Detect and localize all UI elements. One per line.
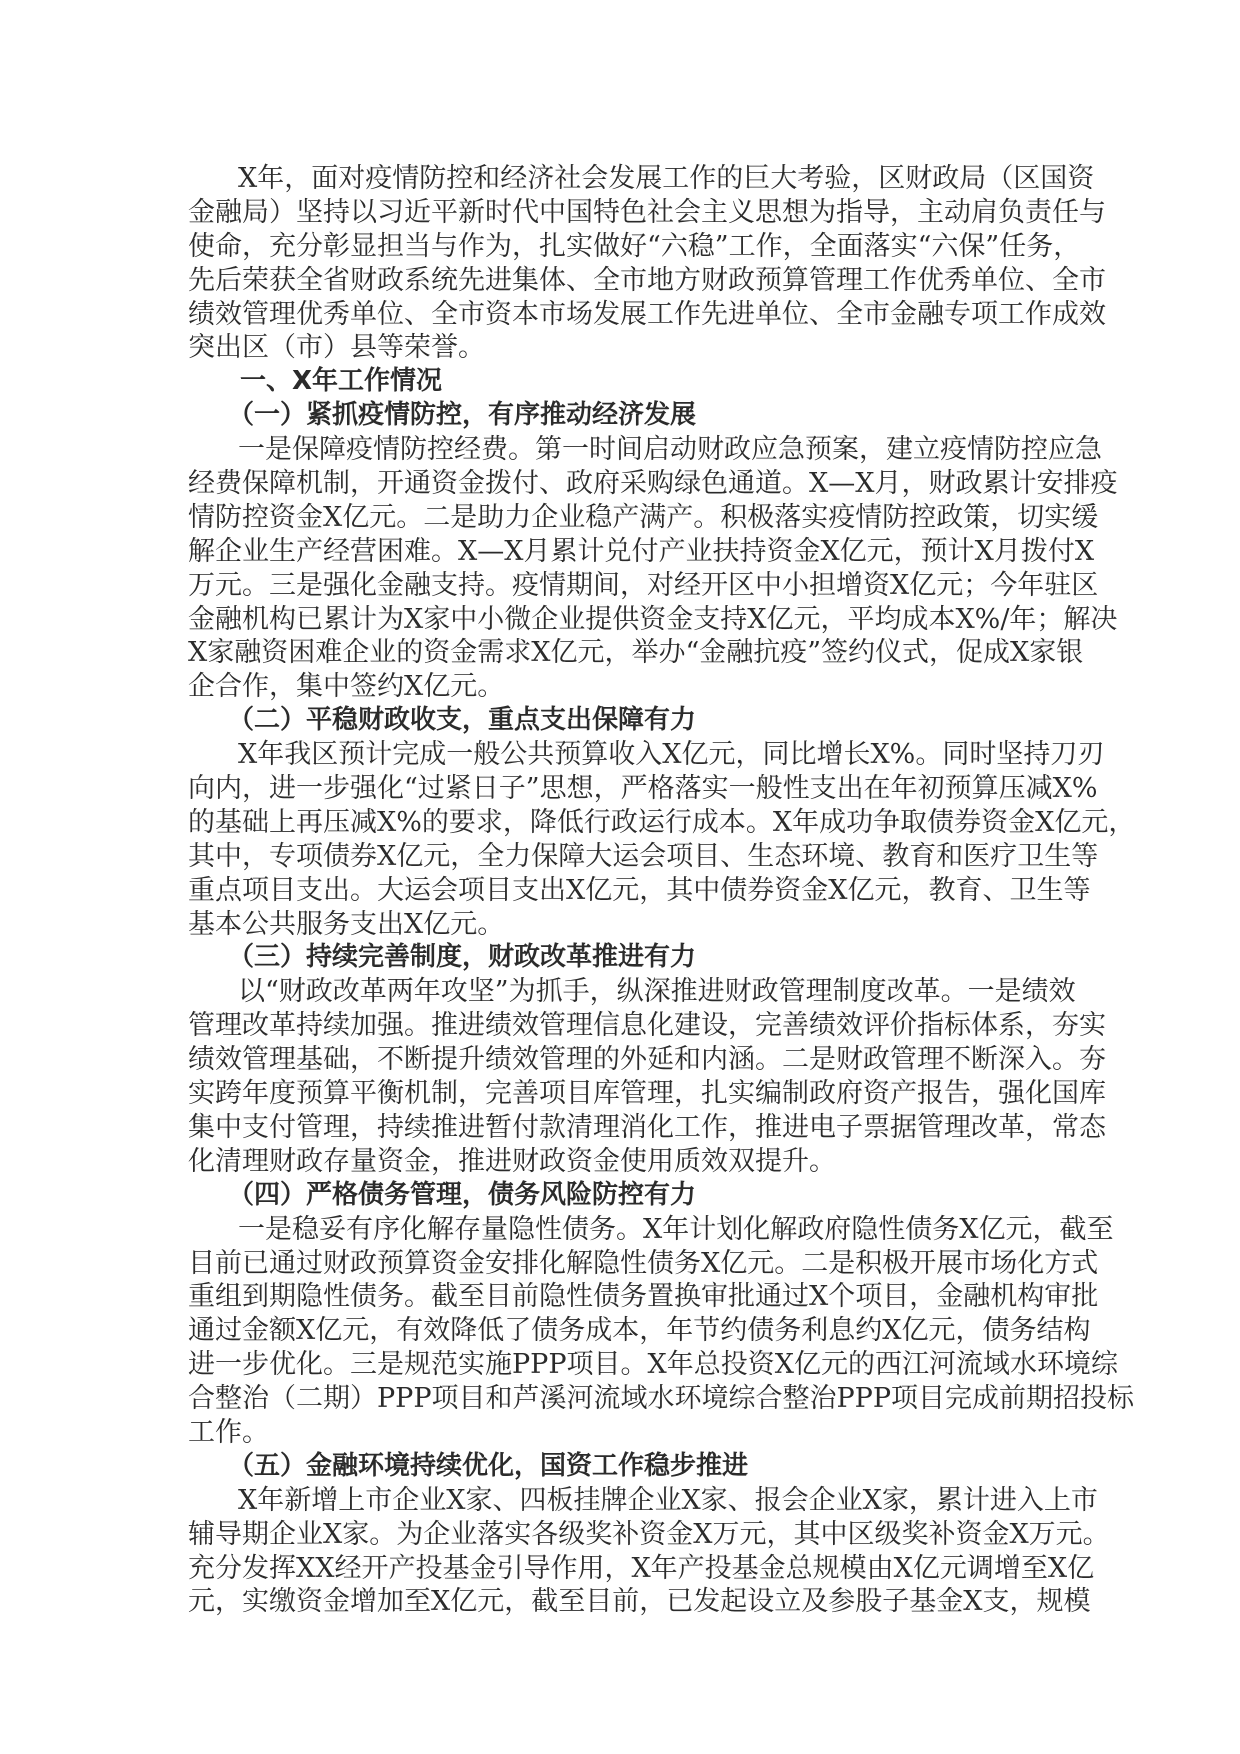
text-line: 一是保障疫情防控经费。第一时间启动财政应急预案，建立疫情防控应急 <box>238 434 1102 466</box>
paragraph <box>188 433 1118 704</box>
text-line: 工作。 <box>188 1416 269 1448</box>
text-line: 先后荣获全省财政系统先进集体、全市地方财政预算管理工作优秀单位、全市 <box>188 264 1106 296</box>
text-line: X年新增上市企业X家、四板挂牌企业X家、报会企业X家，累计进入上市 <box>238 1484 1098 1516</box>
paragraph <box>188 975 1106 1178</box>
paragraph <box>188 738 1136 941</box>
heading-text: （一）紧抓疫情防控，有序推动经济发展 <box>228 400 697 431</box>
text-line: 绩效管理优秀单位、全市资本市场发展工作先进单位、全市金融专项工作成效 <box>188 298 1106 330</box>
section-heading <box>188 365 1051 399</box>
text-line: 进一步优化。三是规范实施PPP项目。X年总投资X亿元的西江河流域水环境综 <box>188 1349 1118 1381</box>
subsection-heading <box>188 399 1051 433</box>
subsection-heading <box>188 1450 1051 1484</box>
text-line: 一是稳妥有序化解存量隐性债务。X年计划化解政府隐性债务X亿元，截至 <box>238 1213 1114 1245</box>
text-line: 通过金额X亿元，有效降低了债务成本，年节约债务利息约X亿元，债务结构 <box>188 1315 1091 1347</box>
text-line: 金融局）坚持以习近平新时代中国特色社会主义思想为指导，主动肩负责任与 <box>188 196 1106 228</box>
text-line: 合整治（二期）PPP项目和芦溪河流域水环境综合整治PPP项目完成前期招投标 <box>188 1383 1135 1415</box>
subsection-heading <box>188 941 1051 975</box>
heading-text: （二）平稳财政收支，重点支出保障有力 <box>228 705 697 736</box>
text-line: 管理改革持续加强。推进绩效管理信息化建设，完善绩效评价指标体系，夯实 <box>188 1010 1106 1042</box>
text-line: 金融机构已累计为X家中小微企业提供资金支持X亿元，平均成本X%/年；解决 <box>188 603 1118 635</box>
text-line: 的基础上再压减X%的要求，降低行政运行成本。X年成功争取债券资金X亿元， <box>188 806 1136 838</box>
text-line: 集中支付管理，持续推进暂付款清理消化工作，推进电子票据管理改革，常态 <box>188 1111 1106 1143</box>
subsection-heading <box>188 704 1051 738</box>
text-line: 万元。三是强化金融支持。疫情期间，对经开区中小担增资X亿元；今年驻区 <box>188 569 1099 601</box>
text-line: 绩效管理基础，不断提升绩效管理的外延和内涵。二是财政管理不断深入。夯 <box>188 1044 1106 1076</box>
text-line: 重点项目支出。大运会项目支出X亿元，其中债券资金X亿元，教育、卫生等 <box>188 874 1091 906</box>
text-line: 以“财政改革两年攻坚”为抓手，纵深推进财政管理制度改革。一是绩效 <box>238 976 1076 1008</box>
text-line: 元，实缴资金增加至X亿元，截至目前，已发起设立及参股子基金X支，规模 <box>188 1586 1091 1618</box>
text-line: X家融资困难企业的资金需求X亿元，举办“金融抗疫”签约仪式，促成X家银 <box>188 637 1084 669</box>
heading-text: （三）持续完善制度，财政改革推进有力 <box>228 942 697 973</box>
text-line: 化清理财政存量资金，推进财政资金使用质效双提升。 <box>188 1145 836 1177</box>
text-line: 企合作，集中签约X亿元。 <box>188 671 505 703</box>
heading-text: （四）严格债务管理，债务风险防控有力 <box>228 1179 697 1210</box>
heading-text: 一、X年工作情况 <box>240 366 443 397</box>
text-line: 解企业生产经营困难。X—X月累计兑付产业扶持资金X亿元，预计X月拨付X <box>188 535 1095 567</box>
text-line: 实跨年度预算平衡机制，完善项目库管理，扎实编制政府资产报告，强化国库 <box>188 1078 1106 1110</box>
text-line: 重组到期隐性债务。截至目前隐性债务置换审批通过X个项目，金融机构审批 <box>188 1281 1099 1313</box>
paragraph <box>188 1213 1135 1450</box>
text-line: 基本公共服务支出X亿元。 <box>188 908 505 940</box>
text-line: 向内，进一步强化“过紧日子”思想，严格落实一般性支出在年初预算压减X% <box>188 773 1098 805</box>
subsection-heading <box>188 1179 1051 1213</box>
text-line: 使命，充分彰显担当与作为，扎实做好“六稳”工作，全面落实“六保”任务， <box>188 230 1081 262</box>
text-line: 经费保障机制，开通资金拨付、政府采购绿色通道。X—X月，财政累计安排疫 <box>188 468 1118 500</box>
paragraph <box>188 162 1106 365</box>
text-line: 突出区（市）县等荣誉。 <box>188 332 485 364</box>
text-line: 辅导期企业X家。为企业落实各级奖补资金X万元，其中区级奖补资金X万元。 <box>188 1518 1110 1550</box>
text-line: 其中，专项债券X亿元，全力保障大运会项目、生态环境、教育和医疗卫生等 <box>188 840 1099 872</box>
document-body <box>188 162 1136 1619</box>
heading-text: （五）金融环境持续优化，国资工作稳步推进 <box>228 1450 749 1481</box>
text-line: X年我区预计完成一般公共预算收入X亿元，同比增长X%。同时坚持刀刃 <box>238 739 1105 771</box>
text-line: 目前已通过财政预算资金安排化解隐性债务X亿元。二是积极开展市场化方式 <box>188 1247 1099 1279</box>
text-line: 充分发挥XX经开产投基金引导作用，X年产投基金总规模由X亿元调增至X亿 <box>188 1552 1095 1584</box>
text-line: X年，面对疫情防控和经济社会发展工作的巨大考验，区财政局（区国资 <box>238 163 1095 194</box>
text-line: 情防控资金X亿元。二是助力企业稳产满产。积极落实疫情防控政策，切实缓 <box>188 501 1099 533</box>
paragraph <box>188 1484 1110 1620</box>
